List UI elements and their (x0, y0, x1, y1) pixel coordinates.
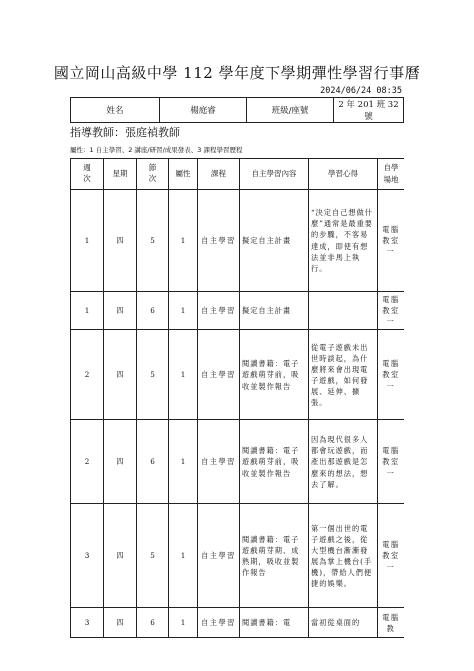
cell-reflection (309, 292, 378, 330)
cell-attr: 1 (169, 420, 198, 504)
cell-period: 5 (137, 504, 169, 608)
cell-day: 四 (104, 420, 137, 504)
cell-day: 四 (104, 330, 137, 420)
cell-week: 3 (71, 504, 104, 608)
cell-period: 6 (137, 608, 169, 638)
table-row (71, 504, 405, 608)
col-reflection: 學習心得 (309, 159, 378, 190)
print-timestamp: 2024/06/24 08:35 (320, 86, 402, 96)
cell-reflection: 第一個出世的電子遊戲之後，從大型機台漸漸發展為掌上機台(手機)，帶給人們便捷的娛樂。 (309, 504, 378, 608)
col-course: 課程 (198, 159, 240, 190)
cell-content: 閱讀書籍：電子遊戲萌芽期、成熟期，吸收並製作報告 (240, 504, 309, 608)
col-attr: 屬性 (169, 159, 198, 190)
table-row (71, 330, 405, 420)
cell-week: 3 (71, 608, 104, 638)
cell-period: 5 (137, 330, 169, 420)
table-row (71, 608, 405, 638)
cell-day: 四 (104, 292, 137, 330)
cell-period: 5 (137, 190, 169, 292)
cell-week: 1 (71, 292, 104, 330)
cell-course: 自主學習 (198, 608, 240, 638)
class-value: 2 年 201 班 32 號 (334, 98, 404, 123)
header-row (71, 159, 405, 190)
cell-venue: 電腦教室一 (378, 330, 405, 420)
cell-course: 自主學習 (198, 504, 240, 608)
col-day: 星期 (104, 159, 137, 190)
cell-attr: 1 (169, 608, 198, 638)
name-label: 姓名 (71, 98, 160, 123)
cell-venue: 電腦教室一 (378, 292, 405, 330)
cell-course: 自主學習 (198, 330, 240, 420)
cell-day: 四 (104, 190, 137, 292)
cell-course: 自主學習 (198, 190, 240, 292)
cell-period: 6 (137, 420, 169, 504)
col-week: 週次 (71, 159, 104, 190)
cell-reflection: 因為現代很多人都會玩遊戲，而產出那遊戲是怎麼來的想法，想去了解。 (309, 420, 378, 504)
cell-content: 閱讀書籍：電 (240, 608, 309, 638)
cell-course: 自主學習 (198, 292, 240, 330)
cell-content: 閱讀書籍：電子遊戲萌芽前，吸收並製作報告 (240, 420, 309, 504)
table-row (71, 190, 405, 292)
cell-reflection: “決定自己想做什麼”通常是最重要的步驟，不客易達成，即使有想法並非馬上執行。 (309, 190, 378, 292)
cell-course: 自主學習 (198, 420, 240, 504)
table-row (71, 420, 405, 504)
cell-reflection: 從電子遊戲未出世時談起，為什麼將來會出現電子遊戲，如何發展、延伸、擴張。 (309, 330, 378, 420)
cell-reflection: 當初從桌面的 (309, 608, 378, 638)
page-title: 國立岡山高級中學 112 學年度下學期彈性學習行事曆 (53, 64, 421, 82)
cell-venue: 電腦教室一 (378, 420, 405, 504)
cell-period: 6 (137, 292, 169, 330)
cell-venue: 電腦教室一 (378, 504, 405, 608)
cell-week: 1 (71, 190, 104, 292)
cell-content: 擬定自主計畫 (240, 190, 309, 292)
attribute-legend: 屬性：1 自主學習、2 講座/研習/成果發表、3 課程學習歷程 (70, 146, 243, 154)
cell-attr: 1 (169, 504, 198, 608)
advisor-line: 指導教師：張庭禎教師 (70, 126, 180, 139)
student-info-table (70, 97, 404, 123)
cell-attr: 1 (169, 292, 198, 330)
cell-day: 四 (104, 608, 137, 638)
col-period: 節次 (137, 159, 169, 190)
cell-attr: 1 (169, 330, 198, 420)
cell-content: 擬定自主計畫 (240, 292, 309, 330)
schedule-table-wrap (70, 158, 404, 671)
table-row (71, 292, 405, 330)
col-content: 自主學習內容 (240, 159, 309, 190)
cell-day: 四 (104, 504, 137, 608)
schedule-table (70, 158, 404, 638)
cell-week: 2 (71, 420, 104, 504)
name-value: 楊庭睿 (160, 98, 247, 123)
cell-content: 閱讀書籍：電子遊戲萌芽前，吸收並製作報告 (240, 330, 309, 420)
cell-attr: 1 (169, 190, 198, 292)
col-venue: 自學場地 (378, 159, 405, 190)
cell-week: 2 (71, 330, 104, 420)
cell-venue: 電腦教 (378, 608, 405, 638)
class-label: 班級/座號 (247, 98, 334, 123)
cell-venue: 電腦教室一 (378, 190, 405, 292)
